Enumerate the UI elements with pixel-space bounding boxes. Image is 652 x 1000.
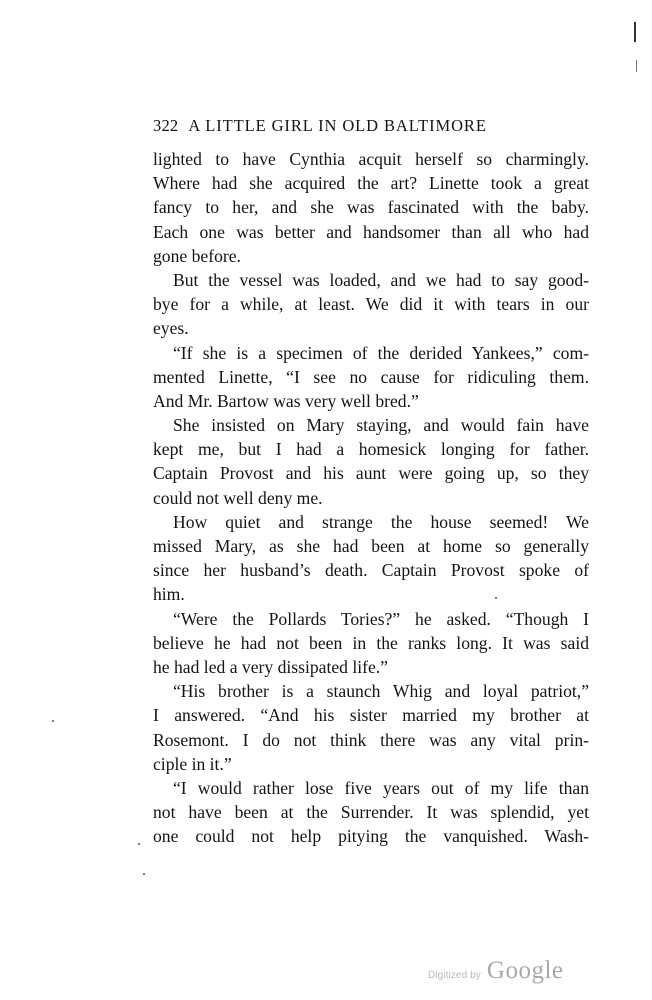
text-line: could not well deny me. — [153, 487, 323, 508]
text-line: missed Mary, as she had been at home so generally — [153, 536, 589, 556]
text-line: She insisted on Mary staying, and would fain have — [173, 415, 589, 436]
body-text — [153, 147, 589, 848]
text-line: believe he had not been in the ranks long. It was said — [153, 632, 589, 653]
text-line: “Were the Pollards Tories?” he asked. “Though I — [173, 608, 589, 629]
scan-speck — [138, 843, 140, 845]
text-line: “If she is a specimen of the derided Yankees,” com- — [173, 342, 589, 363]
text-line: since her husband’s death. Captain Provost spoke of — [153, 560, 589, 581]
running-head — [153, 116, 593, 136]
text-line: lighted to have Cynthia acquit herself so charmingly. — [153, 149, 589, 169]
text-line: he had led a very dissipated life.” — [153, 656, 388, 677]
scan-speck — [495, 597, 497, 599]
text-line: “His brother is a staunch Whig and loyal patriot,” — [173, 681, 589, 702]
watermark-prefix: Digitized by — [428, 970, 481, 981]
text-line: “I would rather lose five years out of my life than — [173, 777, 589, 798]
text-line: him. — [153, 584, 185, 605]
scan-speck — [52, 720, 54, 722]
text-line: kept me, but I had a homesick longing for father. — [153, 439, 589, 460]
scan-speck — [143, 873, 145, 875]
text-line: eyes. — [153, 318, 189, 339]
page-number: 322 — [153, 116, 179, 135]
text-line: ciple in it.” — [153, 753, 232, 774]
text-line: mented Linette, “I see no cause for ridiculing them. — [153, 366, 589, 387]
text-line: Rosemont. I do not think there was any vital prin- — [153, 729, 589, 750]
text-line: fancy to her, and she was fascinated with the baby. — [153, 197, 589, 218]
text-line: not have been at the Surrender. It was splendid, yet — [153, 802, 589, 823]
scan-edge-mark — [636, 60, 637, 72]
digitization-watermark — [428, 957, 564, 985]
scan-edge-mark — [634, 22, 636, 42]
text-line: But the vessel was loaded, and we had to say good- — [173, 269, 589, 290]
text-line: And Mr. Bartow was very well bred.” — [153, 390, 419, 411]
google-logo: Google — [486, 957, 564, 984]
text-line: I answered. “And his sister married my brother at — [153, 705, 589, 726]
text-line: Each one was better and handsomer than all who had — [153, 221, 589, 242]
text-line: bye for a while, at least. We did it with tears in our — [153, 294, 589, 315]
text-line: one could not help pitying the vanquished. Wash- — [153, 826, 589, 847]
text-line: gone before. — [153, 245, 241, 266]
running-title: A LITTLE GIRL IN OLD BALTIMORE — [188, 116, 487, 135]
text-line: Where had she acquired the art? Linette took a great — [153, 173, 589, 194]
text-line: How quiet and strange the house seemed! We — [173, 511, 589, 532]
text-line: Captain Provost and his aunt were going up, so they — [153, 463, 589, 484]
